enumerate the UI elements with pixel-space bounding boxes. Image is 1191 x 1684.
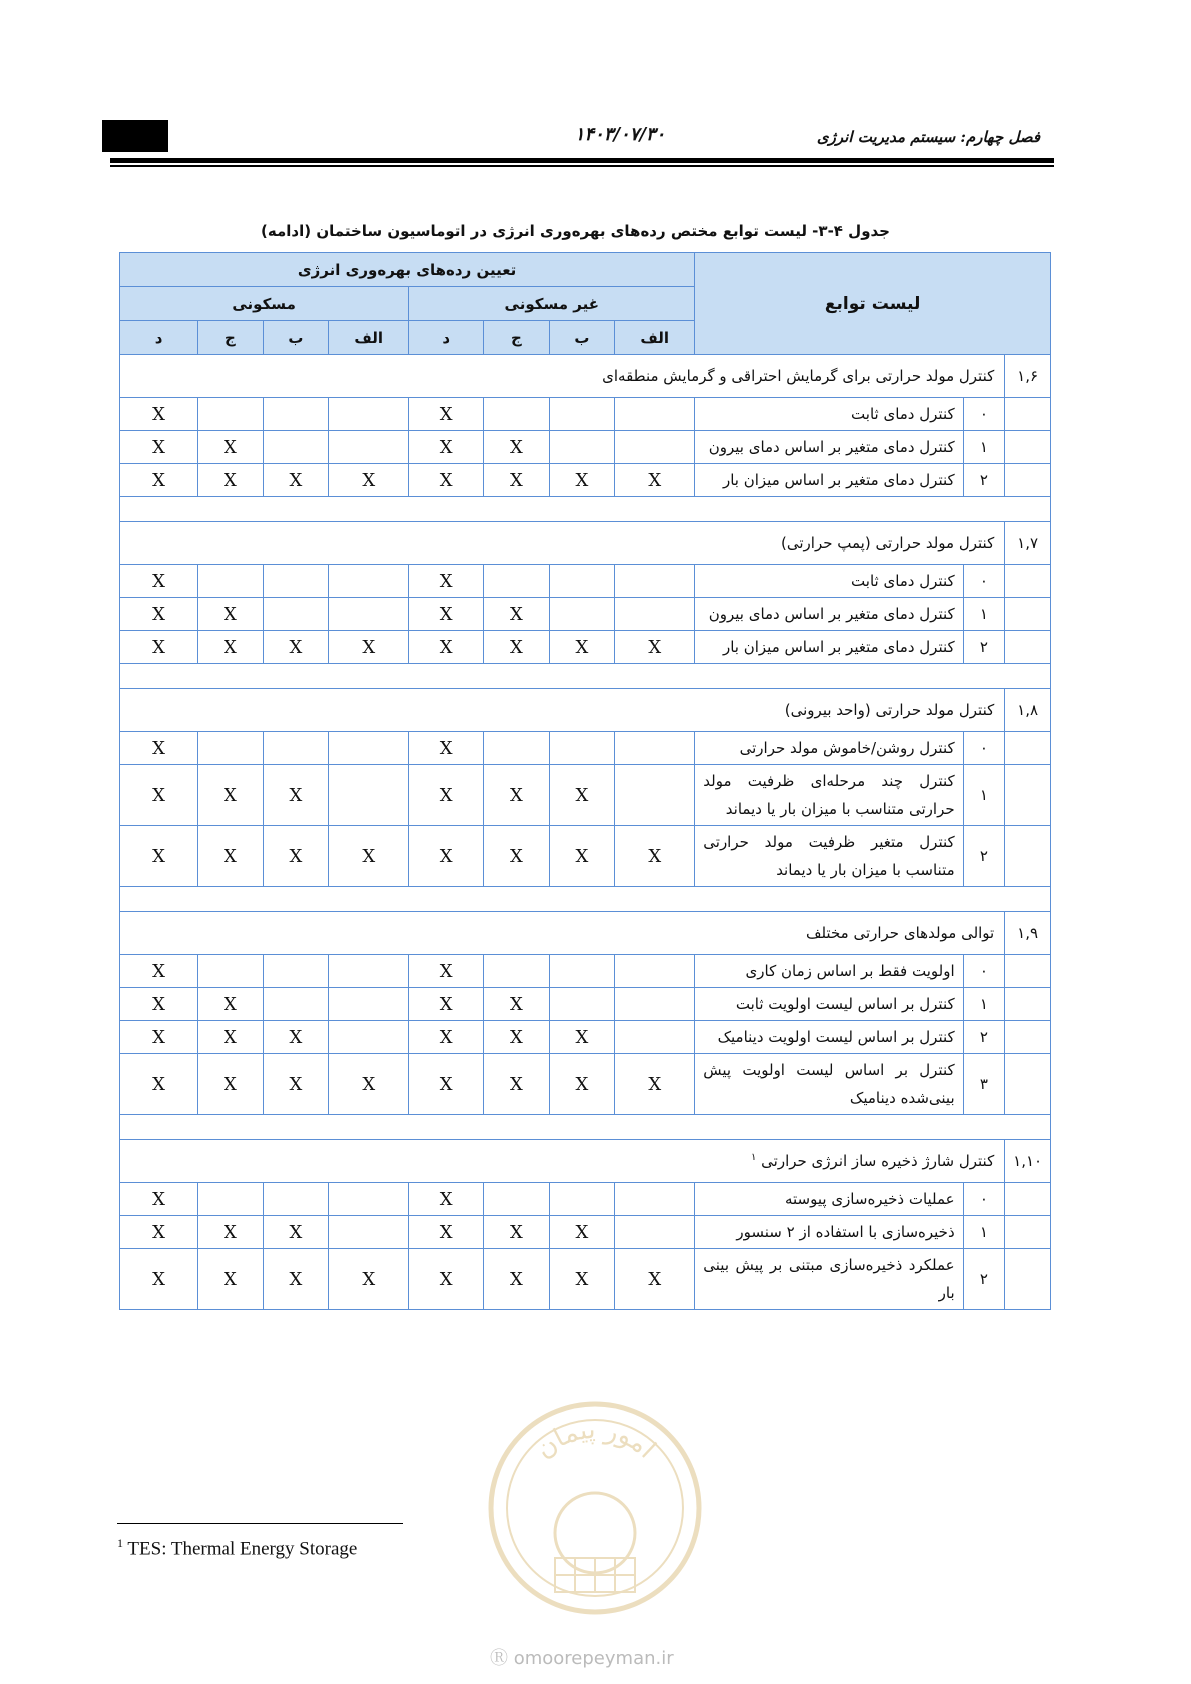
row-spacer	[1005, 565, 1051, 598]
class-mark: X	[484, 826, 550, 887]
row-description: کنترل بر اساس لیست اولویت دینامیک	[695, 1021, 963, 1054]
row-code: ۱	[963, 598, 1005, 631]
row-description: کنترل دمای ثابت	[695, 565, 963, 598]
class-mark	[263, 598, 329, 631]
class-header: ب	[263, 321, 329, 355]
section-row	[120, 689, 1051, 732]
class-mark	[329, 431, 409, 464]
class-header: د	[120, 321, 198, 355]
section-title	[120, 912, 1005, 955]
class-mark	[263, 398, 329, 431]
class-mark: X	[198, 1216, 264, 1249]
class-mark	[615, 1216, 695, 1249]
class-mark: X	[120, 988, 198, 1021]
row-description: عملیات ذخیره‌سازی پیوسته	[695, 1183, 963, 1216]
row-code: ۲	[963, 1021, 1005, 1054]
section-title	[120, 689, 1005, 732]
row-spacer	[1005, 431, 1051, 464]
row-code: ۲	[963, 1249, 1005, 1310]
class-mark	[329, 598, 409, 631]
footnote-mark: 1	[117, 1536, 123, 1550]
row-description: کنترل چند مرحله‌ای ظرفیت مولد حرارتی متناسب با میزان بار یا دیماند	[695, 765, 963, 826]
section-title-text: توالی مولدهای حرارتی مختلف	[805, 924, 995, 942]
class-mark: X	[120, 398, 198, 431]
class-mark: X	[263, 1216, 329, 1249]
class-mark: X	[484, 631, 550, 664]
residential-header: مسکونی	[120, 287, 409, 321]
class-mark	[549, 988, 615, 1021]
class-mark: X	[120, 1216, 198, 1249]
class-mark: X	[484, 464, 550, 497]
row-description: کنترل دمای متغیر بر اساس دمای بیرون	[695, 598, 963, 631]
class-mark: X	[198, 1021, 264, 1054]
table-row	[120, 398, 1051, 431]
class-mark	[329, 955, 409, 988]
class-mark: X	[549, 631, 615, 664]
footnote-rule	[117, 1523, 403, 1524]
row-spacer	[1005, 1216, 1051, 1249]
class-mark: X	[484, 1054, 550, 1115]
class-mark: X	[484, 765, 550, 826]
class-mark: X	[615, 464, 695, 497]
class-mark: X	[549, 826, 615, 887]
class-mark	[549, 431, 615, 464]
class-mark	[263, 732, 329, 765]
row-code: ۲	[963, 826, 1005, 887]
class-mark	[615, 598, 695, 631]
class-mark: X	[198, 988, 264, 1021]
footnote	[117, 1536, 357, 1560]
class-mark	[263, 1183, 329, 1216]
row-description: کنترل بر اساس لیست اولویت پیش بینی‌شده دینامیک	[695, 1054, 963, 1115]
row-spacer	[1005, 1054, 1051, 1115]
class-mark: X	[120, 732, 198, 765]
class-mark: X	[484, 988, 550, 1021]
row-description: ذخیره‌سازی با استفاده از ۲ سنسور	[695, 1216, 963, 1249]
row-description: کنترل دمای متغیر بر اساس میزان بار	[695, 631, 963, 664]
section-row	[120, 522, 1051, 565]
class-mark: X	[615, 1054, 695, 1115]
row-code: ۰	[963, 955, 1005, 988]
spacer-row	[120, 887, 1051, 912]
class-mark: X	[263, 1249, 329, 1310]
class-mark: X	[484, 1021, 550, 1054]
class-header: ب	[549, 321, 615, 355]
section-title	[120, 522, 1005, 565]
row-description: کنترل دمای ثابت	[695, 398, 963, 431]
table-row	[120, 565, 1051, 598]
class-mark: X	[409, 398, 484, 431]
class-mark	[198, 1183, 264, 1216]
non-residential-header: غیر مسکونی	[409, 287, 695, 321]
class-mark: X	[329, 1249, 409, 1310]
class-mark: X	[615, 631, 695, 664]
row-description: کنترل دمای متغیر بر اساس میزان بار	[695, 464, 963, 497]
table-row	[120, 1021, 1051, 1054]
spacer-row	[120, 1115, 1051, 1140]
class-mark: X	[409, 431, 484, 464]
class-mark: X	[120, 565, 198, 598]
class-mark	[615, 398, 695, 431]
class-mark	[263, 955, 329, 988]
section-number: ۱,۷	[1005, 522, 1051, 565]
class-mark: X	[198, 464, 264, 497]
section-title-text: کنترل مولد حرارتی (واحد بیرونی)	[784, 701, 995, 719]
row-code: ۰	[963, 398, 1005, 431]
class-mark: X	[484, 1249, 550, 1310]
class-mark	[615, 1183, 695, 1216]
spacer-cell	[120, 664, 1051, 689]
class-mark	[329, 1021, 409, 1054]
row-spacer	[1005, 398, 1051, 431]
class-mark	[615, 765, 695, 826]
section-title	[120, 1140, 1005, 1183]
class-mark: X	[329, 464, 409, 497]
section-number: ۱,۹	[1005, 912, 1051, 955]
row-code: ۰	[963, 732, 1005, 765]
section-number: ۱,۸	[1005, 689, 1051, 732]
class-mark: X	[484, 1216, 550, 1249]
class-mark: X	[198, 598, 264, 631]
table-row	[120, 1054, 1051, 1115]
class-mark: X	[484, 598, 550, 631]
class-mark: X	[615, 1249, 695, 1310]
class-mark: X	[120, 1054, 198, 1115]
row-code: ۲	[963, 631, 1005, 664]
class-mark: X	[409, 598, 484, 631]
class-mark	[198, 565, 264, 598]
class-mark	[198, 732, 264, 765]
row-spacer	[1005, 955, 1051, 988]
class-mark	[198, 955, 264, 988]
class-mark: X	[409, 464, 484, 497]
row-description: عملکرد ذخیره‌سازی مبتنی بر پیش بینی بار	[695, 1249, 963, 1310]
row-code: ۱	[963, 988, 1005, 1021]
class-mark: X	[549, 1021, 615, 1054]
class-mark: X	[409, 988, 484, 1021]
class-mark	[615, 988, 695, 1021]
class-mark: X	[263, 631, 329, 664]
class-mark: X	[329, 631, 409, 664]
class-mark: X	[198, 1249, 264, 1310]
class-mark: X	[120, 1021, 198, 1054]
class-mark: X	[120, 1183, 198, 1216]
class-mark	[484, 1183, 550, 1216]
table-row	[120, 988, 1051, 1021]
class-mark	[615, 565, 695, 598]
table-body	[120, 355, 1051, 1310]
class-mark	[329, 1216, 409, 1249]
class-mark: X	[329, 826, 409, 887]
class-mark: X	[263, 1054, 329, 1115]
class-mark	[484, 732, 550, 765]
header-black-box	[102, 120, 168, 152]
class-mark: X	[409, 826, 484, 887]
class-mark	[198, 398, 264, 431]
functions-table	[119, 252, 1051, 1310]
table-row	[120, 1249, 1051, 1310]
class-mark: X	[549, 765, 615, 826]
class-mark	[615, 955, 695, 988]
row-spacer	[1005, 1183, 1051, 1216]
class-mark: X	[198, 765, 264, 826]
svg-text:امور پیمان	[530, 1415, 661, 1465]
section-title-text: کنترل شارژ ذخیره ساز انرژی حرارتی	[761, 1152, 995, 1170]
row-code: ۳	[963, 1054, 1005, 1115]
class-mark: X	[120, 826, 198, 887]
table-caption: جدول ۴-۳- لیست توابع مختص رده‌های بهره‌وری انرژی در اتوماسیون ساختمان (ادامه)	[261, 222, 890, 240]
row-code: ۱	[963, 765, 1005, 826]
class-mark	[615, 732, 695, 765]
class-header: د	[409, 321, 484, 355]
table-row	[120, 1183, 1051, 1216]
class-mark: X	[549, 464, 615, 497]
section-row	[120, 355, 1051, 398]
class-mark: X	[329, 1054, 409, 1115]
table-row	[120, 631, 1051, 664]
section-title	[120, 355, 1005, 398]
row-description: اولویت فقط بر اساس زمان کاری	[695, 955, 963, 988]
class-mark: X	[263, 826, 329, 887]
class-mark: X	[549, 1249, 615, 1310]
class-mark: X	[263, 464, 329, 497]
section-number: ۱,۱۰	[1005, 1140, 1051, 1183]
class-mark	[549, 732, 615, 765]
table-row	[120, 826, 1051, 887]
class-mark: X	[120, 631, 198, 664]
section-number: ۱,۶	[1005, 355, 1051, 398]
row-description: کنترل بر اساس لیست اولویت ثابت	[695, 988, 963, 1021]
row-spacer	[1005, 598, 1051, 631]
class-mark	[549, 1183, 615, 1216]
class-mark	[549, 598, 615, 631]
footnote-ref: ۱	[751, 1152, 757, 1163]
row-spacer	[1005, 988, 1051, 1021]
class-mark: X	[549, 1054, 615, 1115]
spacer-cell	[120, 887, 1051, 912]
row-spacer	[1005, 1249, 1051, 1310]
class-mark	[484, 565, 550, 598]
class-mark	[329, 565, 409, 598]
class-mark: X	[409, 1021, 484, 1054]
class-mark: X	[120, 464, 198, 497]
class-mark	[549, 955, 615, 988]
class-mark: X	[198, 1054, 264, 1115]
spacer-row	[120, 497, 1051, 522]
table-row	[120, 464, 1051, 497]
class-mark	[549, 565, 615, 598]
class-header: الف	[329, 321, 409, 355]
spacer-cell	[120, 497, 1051, 522]
header-date: ۱۴۰۳/۰۷/۳۰	[574, 124, 666, 145]
class-mark: X	[409, 765, 484, 826]
table-row	[120, 431, 1051, 464]
class-mark	[329, 765, 409, 826]
footnote-text: TES: Thermal Energy Storage	[127, 1538, 358, 1560]
class-mark: X	[120, 431, 198, 464]
class-mark	[329, 988, 409, 1021]
class-mark: X	[409, 565, 484, 598]
class-mark	[263, 988, 329, 1021]
row-code: ۰	[963, 565, 1005, 598]
class-mark	[615, 431, 695, 464]
class-header: ج	[484, 321, 550, 355]
row-code: ۰	[963, 1183, 1005, 1216]
class-mark: X	[198, 826, 264, 887]
class-mark: X	[549, 1216, 615, 1249]
class-mark: X	[120, 955, 198, 988]
section-title-text: کنترل مولد حرارتی (پمپ حرارتی)	[781, 534, 995, 552]
class-mark: X	[409, 1216, 484, 1249]
class-mark: X	[120, 598, 198, 631]
class-mark	[484, 398, 550, 431]
class-mark: X	[484, 431, 550, 464]
row-description: کنترل متغیر ظرفیت مولد حرارتی متناسب با میزان بار یا دیماند	[695, 826, 963, 887]
class-mark	[329, 1183, 409, 1216]
row-spacer	[1005, 631, 1051, 664]
seal-text: امور پیمان	[529, 1414, 662, 1465]
class-mark: X	[120, 1249, 198, 1310]
class-mark: X	[198, 431, 264, 464]
row-spacer	[1005, 826, 1051, 887]
class-mark	[263, 431, 329, 464]
row-description: کنترل دمای متغیر بر اساس دمای بیرون	[695, 431, 963, 464]
class-mark: X	[409, 955, 484, 988]
class-header: ج	[198, 321, 264, 355]
section-row	[120, 912, 1051, 955]
class-mark	[549, 398, 615, 431]
row-description: کنترل روشن/خاموش مولد حرارتی	[695, 732, 963, 765]
class-mark: X	[263, 1021, 329, 1054]
row-spacer	[1005, 464, 1051, 497]
class-mark: X	[120, 765, 198, 826]
class-mark: X	[409, 1054, 484, 1115]
class-mark	[615, 1021, 695, 1054]
row-spacer	[1005, 765, 1051, 826]
class-mark: X	[409, 631, 484, 664]
row-spacer	[1005, 1021, 1051, 1054]
header-rule-thin	[110, 165, 1054, 167]
class-mark: X	[409, 732, 484, 765]
class-mark	[329, 732, 409, 765]
row-spacer	[1005, 732, 1051, 765]
table-row	[120, 732, 1051, 765]
class-mark: X	[409, 1249, 484, 1310]
class-mark: X	[198, 631, 264, 664]
table-row	[120, 598, 1051, 631]
class-mark	[484, 955, 550, 988]
class-mark: X	[615, 826, 695, 887]
section-title-text: کنترل مولد حرارتی برای گرمایش احتراقی و گرمایش منطقه‌ای	[602, 367, 995, 385]
spacer-cell	[120, 1115, 1051, 1140]
class-mark	[263, 565, 329, 598]
table-row	[120, 765, 1051, 826]
table-row	[120, 955, 1051, 988]
class-header: الف	[615, 321, 695, 355]
spacer-row	[120, 664, 1051, 689]
row-code: ۱	[963, 1216, 1005, 1249]
class-mark	[329, 398, 409, 431]
class-title-header: تعیین رده‌های بهره‌وری انرژی	[120, 253, 695, 287]
header-rule	[110, 158, 1054, 163]
class-mark: X	[263, 765, 329, 826]
class-mark: X	[409, 1183, 484, 1216]
watermark-text: Ⓡ omoorepeyman.ir	[490, 1648, 674, 1669]
section-row	[120, 1140, 1051, 1183]
row-code: ۱	[963, 431, 1005, 464]
row-code: ۲	[963, 464, 1005, 497]
header-chapter-title: فصل چهارم: سیستم مدیریت انرژی	[816, 128, 1040, 146]
functions-list-header: لیست توابع	[695, 253, 1051, 355]
watermark-seal	[485, 1398, 705, 1622]
table-row	[120, 1216, 1051, 1249]
